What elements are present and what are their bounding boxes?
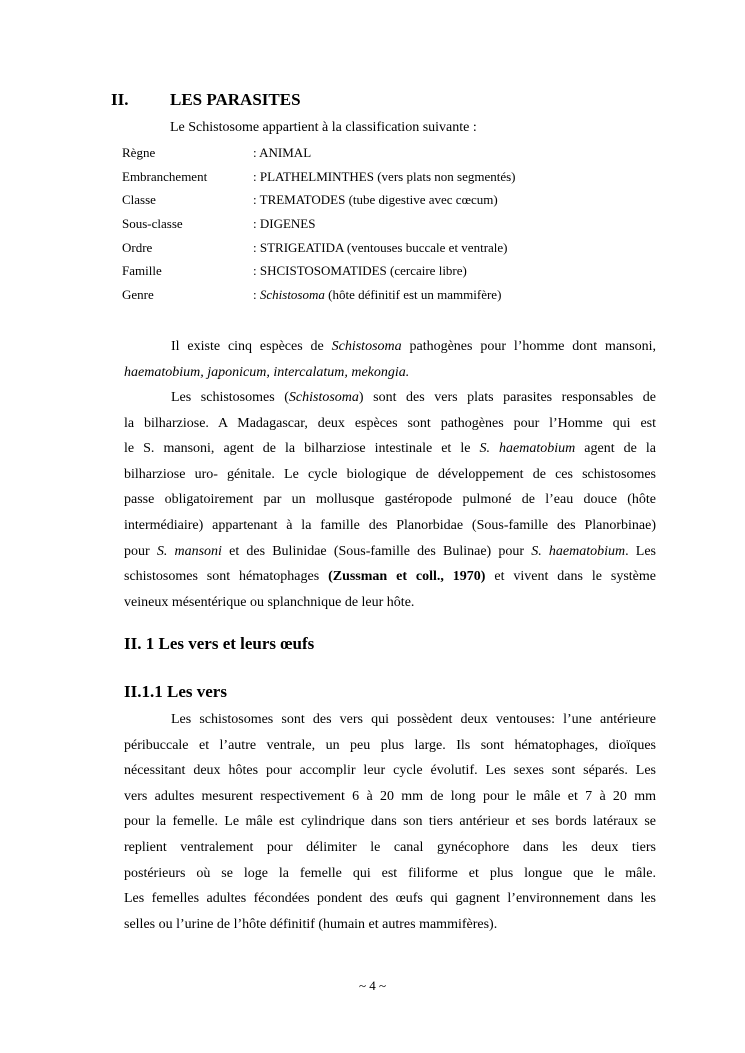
- text-span: agent de la: [575, 441, 656, 457]
- text-line: [124, 568, 656, 594]
- text-line: vers adultes mesurent respectivement 6 à 20 mm de long pour le mâle et 7 à 20 mm: [124, 788, 656, 804]
- classification-value: : TREMATODES (tube digestive avec cœcum): [253, 192, 498, 208]
- text-span-italic: Schistosoma: [331, 339, 402, 354]
- text-line: Les femelles adultes fécondées pondent des œufs qui gagnent l’environnement dans les: [124, 891, 656, 907]
- text-line: bilharziose uro- génitale. Le cycle biologique de développement de ces schistosomes: [124, 466, 656, 482]
- text-line: Les schistosomes sont des vers qui possèdent deux ventouses: l’une antérieure: [171, 712, 656, 727]
- classification-label: Ordre: [122, 239, 153, 255]
- text-line: péribuccale et l’autre ventrale, un peu plus large. Ils sont hématophages, dioïques: [124, 737, 656, 753]
- text-line: [124, 364, 656, 387]
- subsubsection-heading: II.1.1 Les vers: [124, 682, 227, 701]
- text-span: Les schistosomes (: [171, 390, 289, 405]
- text-span-italic: Schistosoma: [288, 390, 359, 405]
- value-prefix: :: [253, 287, 260, 303]
- subsection-heading: II. 1 Les vers et leurs œufs: [124, 634, 315, 653]
- section-title: LES PARASITES: [170, 90, 301, 109]
- text-line: veineux mésentérique ou splanchnique de leur hôte.: [124, 594, 415, 610]
- text-span-italic: S. mansoni: [156, 543, 222, 559]
- paragraph-worms: [124, 711, 656, 941]
- text-span: et des Bulinidae (Sous-famille des Bulinae) pour: [221, 543, 532, 559]
- paragraph-species: [124, 338, 656, 387]
- text-span-italic: S. haematobium: [531, 543, 626, 559]
- page-number: ~ 4 ~: [358, 978, 387, 993]
- classification-value: : SHCISTOSOMATIDES (cercaire libre): [253, 263, 467, 279]
- text-line: [124, 338, 656, 364]
- classification-label: Classe: [122, 192, 156, 208]
- text-line: [124, 543, 656, 569]
- classification-label: Embranchement: [122, 168, 208, 184]
- text-line: selles ou l’urine de l’hôte définitif (humain et autres mammifères).: [124, 916, 498, 932]
- classification-value: : ANIMAL: [253, 145, 312, 160]
- text-span: pathogènes pour l’homme dont mansoni,: [401, 339, 656, 354]
- text-line: [124, 389, 656, 415]
- classification-value: : DIGENES: [253, 216, 316, 232]
- text-line: la bilharziose. A Madagascar, deux espèces sont pathogènes pour l’Homme qui est: [124, 415, 656, 431]
- text-line: postérieurs où se loge la femelle qui est filiforme et plus longue que le mâle.: [124, 865, 656, 881]
- classification-value: : PLATHELMINTHES (vers plats non segmentés): [253, 168, 516, 184]
- classification-label: Famille: [122, 263, 162, 279]
- classification-label: Sous-classe: [122, 216, 183, 232]
- text-line: pour la femelle. Le mâle est cylindrique dans son tiers antérieur et ses bords latéraux se: [124, 814, 656, 830]
- classification-value: : STRIGEATIDA (ventouses buccale et ventrale): [253, 239, 508, 255]
- classification-value: [253, 287, 501, 303]
- citation: (Zussman et coll., 1970): [328, 569, 486, 585]
- text-line: [124, 440, 656, 466]
- section-number: II.: [111, 90, 129, 109]
- intro-text: Le Schistosome appartient à la classification suivante :: [170, 120, 477, 135]
- text-span: Il existe cinq espèces de: [171, 339, 332, 354]
- text-line: nécessitant deux hôtes pour accomplir leur cycle évolutif. Les sexes sont séparés. Les: [124, 763, 656, 779]
- text-span: schistosomes sont hématophages: [124, 569, 329, 585]
- text-line: intermédiaire) appartenant à la famille des Planorbidae (Sous-famille des Planorbinae): [124, 517, 656, 533]
- text-span-italic: S. haematobium: [479, 441, 576, 457]
- value-suffix: (hôte définitif est un mammifère): [324, 287, 502, 303]
- classification-label: Genre: [122, 287, 154, 303]
- text-span: . Les: [625, 543, 656, 559]
- text-span: ) sont des vers plats parasites responsables de: [358, 390, 656, 405]
- text-span-italic: haematobium, japonicum, intercalatum, mekongia.: [124, 364, 410, 380]
- text-span: le S. mansoni, agent de la bilharziose intestinale et le: [124, 441, 480, 457]
- text-span: et vivent dans le système: [485, 569, 657, 585]
- text-line: passe obligatoirement par un mollusque gastéropode pulmoné de l’eau douce (hôte: [124, 492, 656, 508]
- genus-name: Schistosoma: [259, 287, 325, 303]
- paragraph-schistosomes: [124, 389, 656, 619]
- text-line: replient ventralement pour délimiter le canal gynécophore dans les deux tiers: [124, 839, 656, 855]
- classification-label: Règne: [122, 145, 156, 160]
- text-span: pour: [124, 543, 157, 559]
